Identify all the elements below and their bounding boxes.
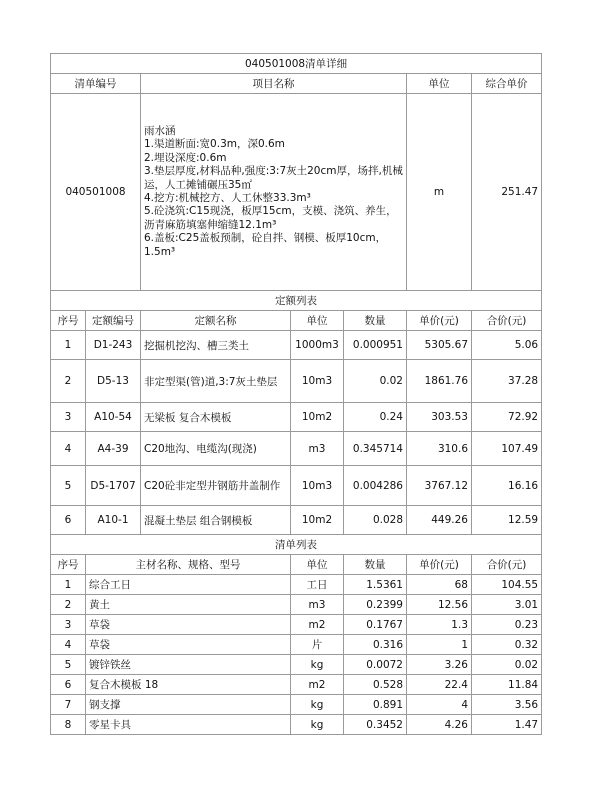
bill-cell: 0.1767: [344, 615, 407, 635]
quota-cell: D5-1707: [86, 466, 141, 506]
quota-row: [51, 466, 542, 506]
bill-cell: m2: [291, 675, 344, 695]
bill-cell: m2: [291, 615, 344, 635]
bill-cell: 复合木模板 18: [86, 675, 291, 695]
bill-cell: 草袋: [86, 615, 291, 635]
bill-cell: 1.3: [407, 615, 472, 635]
quota-cell: 12.59: [472, 506, 542, 535]
quota-cell: 4: [51, 432, 86, 466]
bill-cell: 镀锌铁丝: [86, 655, 291, 675]
table-title: 040501008清单详细: [51, 54, 542, 74]
quota-row: [51, 506, 542, 535]
bill-cell: 综合工日: [86, 575, 291, 595]
header-unit: 单位: [407, 74, 472, 94]
bill-cell: 1: [51, 575, 86, 595]
bill-cell: 12.56: [407, 595, 472, 615]
quota-cell: 挖掘机挖沟、槽三类土: [141, 331, 291, 360]
quota-col-unitprice: 单价(元): [407, 311, 472, 331]
bill-cell: 4.26: [407, 715, 472, 735]
quota-cell: 107.49: [472, 432, 542, 466]
bill-cell: 工日: [291, 575, 344, 595]
quota-cell: A10-1: [86, 506, 141, 535]
quota-cell: A4-39: [86, 432, 141, 466]
bill-col-no: 序号: [51, 555, 86, 575]
quota-cell: 3: [51, 403, 86, 432]
quota-col-code: 定额编号: [86, 311, 141, 331]
bill-row: [51, 575, 542, 595]
quota-col-total: 合价(元): [472, 311, 542, 331]
bill-cell: 3.01: [472, 595, 542, 615]
quota-cell: 非定型渠(管)道,3:7灰土垫层: [141, 360, 291, 403]
bill-cell: 0.0072: [344, 655, 407, 675]
quota-cell: 1000m3: [291, 331, 344, 360]
bill-cell: 0.316: [344, 635, 407, 655]
bill-col-unit: 单位: [291, 555, 344, 575]
quota-cell: C20砼非定型井钢筋井盖制作: [141, 466, 291, 506]
bill-col-unitprice: 单价(元): [407, 555, 472, 575]
bill-col-name: 主材名称、规格、型号: [86, 555, 291, 575]
quota-cell: 10m2: [291, 403, 344, 432]
bill-cell: 6: [51, 675, 86, 695]
quota-header-row: [51, 311, 542, 331]
item-row: [51, 94, 542, 291]
bill-row: [51, 655, 542, 675]
bill-cell: 8: [51, 715, 86, 735]
quota-cell: 0.004286: [344, 466, 407, 506]
bill-cell: 1: [407, 635, 472, 655]
header-price: 综合单价: [472, 74, 542, 94]
quota-row: [51, 432, 542, 466]
quota-cell: 6: [51, 506, 86, 535]
quota-cell: D1-243: [86, 331, 141, 360]
quota-cell: 5.06: [472, 331, 542, 360]
bill-cell: 0.891: [344, 695, 407, 715]
quota-cell: 10m3: [291, 360, 344, 403]
bill-cell: m3: [291, 595, 344, 615]
quota-cell: 0.24: [344, 403, 407, 432]
quota-col-qty: 数量: [344, 311, 407, 331]
quota-cell: C20地沟、电缆沟(现浇): [141, 432, 291, 466]
quota-cell: m3: [291, 432, 344, 466]
item-price: 251.47: [472, 94, 542, 291]
bill-cell: 0.02: [472, 655, 542, 675]
bill-cell: kg: [291, 655, 344, 675]
quota-cell: 37.28: [472, 360, 542, 403]
bill-row: [51, 715, 542, 735]
bill-cell: 68: [407, 575, 472, 595]
quota-col-unit: 单位: [291, 311, 344, 331]
quota-row: [51, 331, 542, 360]
item-description: 雨水涵 1.渠道断面:宽0.3m，深0.6m 2.埋设深度:0.6m 3.垫层厚度,材料品种,强度:3:7灰土20cm厚，场拌,机械运，人工摊铺碾压35㎡ 4.挖方:机械挖方、人工休整33.3m³ 5.砼浇筑:C15现浇，板厚15cm，支模、浇筑、养生，沥青麻筋填塞伸缩缝12.1m³ 6.盖板:C25盖板预制，砼自拌、钢模、板厚10cm，1.5m³: [141, 94, 407, 291]
bill-section-title: 清单列表: [51, 535, 542, 555]
bill-cell: 1.5361: [344, 575, 407, 595]
bill-header-row: [51, 555, 542, 575]
quota-col-name: 定额名称: [141, 311, 291, 331]
bill-cell: 1.47: [472, 715, 542, 735]
quota-row: [51, 360, 542, 403]
quota-cell: 449.26: [407, 506, 472, 535]
bill-cell: 3.56: [472, 695, 542, 715]
bill-cell: 0.2399: [344, 595, 407, 615]
quota-cell: 混凝土垫层 组合钢模板: [141, 506, 291, 535]
title-row: [51, 54, 542, 74]
bill-row: [51, 635, 542, 655]
bill-cell: 7: [51, 695, 86, 715]
header-name: 项目名称: [141, 74, 407, 94]
bill-section-row: [51, 535, 542, 555]
quota-cell: 5: [51, 466, 86, 506]
bill-detail-table: [50, 53, 542, 735]
bill-cell: 104.55: [472, 575, 542, 595]
quota-cell: 2: [51, 360, 86, 403]
bill-cell: kg: [291, 695, 344, 715]
quota-cell: 3767.12: [407, 466, 472, 506]
bill-cell: 3: [51, 615, 86, 635]
bill-cell: 4: [407, 695, 472, 715]
quota-cell: 10m2: [291, 506, 344, 535]
quota-cell: 5305.67: [407, 331, 472, 360]
quota-cell: 1: [51, 331, 86, 360]
bill-cell: 零星卡具: [86, 715, 291, 735]
bill-cell: 22.4: [407, 675, 472, 695]
quota-cell: A10-54: [86, 403, 141, 432]
bill-cell: 黄土: [86, 595, 291, 615]
quota-cell: 0.028: [344, 506, 407, 535]
bill-cell: 5: [51, 655, 86, 675]
item-unit: m: [407, 94, 472, 291]
bill-cell: 钢支撑: [86, 695, 291, 715]
item-code: 040501008: [51, 94, 141, 291]
quota-cell: 0.000951: [344, 331, 407, 360]
quota-section-title: 定额列表: [51, 291, 542, 311]
quota-col-no: 序号: [51, 311, 86, 331]
quota-cell: 无梁板 复合木模板: [141, 403, 291, 432]
quota-cell: D5-13: [86, 360, 141, 403]
quota-section-row: [51, 291, 542, 311]
quota-cell: 303.53: [407, 403, 472, 432]
bill-cell: 0.23: [472, 615, 542, 635]
bill-row: [51, 615, 542, 635]
bill-cell: 0.528: [344, 675, 407, 695]
quota-cell: 1861.76: [407, 360, 472, 403]
quota-cell: 72.92: [472, 403, 542, 432]
bill-cell: 4: [51, 635, 86, 655]
bill-cell: 草袋: [86, 635, 291, 655]
bill-cell: 片: [291, 635, 344, 655]
quota-cell: 10m3: [291, 466, 344, 506]
header-row: [51, 74, 542, 94]
quota-cell: 16.16: [472, 466, 542, 506]
bill-row: [51, 695, 542, 715]
bill-cell: 11.84: [472, 675, 542, 695]
quota-cell: 0.02: [344, 360, 407, 403]
bill-cell: 0.32: [472, 635, 542, 655]
bill-col-total: 合价(元): [472, 555, 542, 575]
bill-cell: kg: [291, 715, 344, 735]
bill-row: [51, 595, 542, 615]
quota-cell: 310.6: [407, 432, 472, 466]
bill-col-qty: 数量: [344, 555, 407, 575]
quota-cell: 0.345714: [344, 432, 407, 466]
bill-row: [51, 675, 542, 695]
bill-cell: 3.26: [407, 655, 472, 675]
bill-cell: 2: [51, 595, 86, 615]
quota-row: [51, 403, 542, 432]
header-code: 清单编号: [51, 74, 141, 94]
bill-cell: 0.3452: [344, 715, 407, 735]
